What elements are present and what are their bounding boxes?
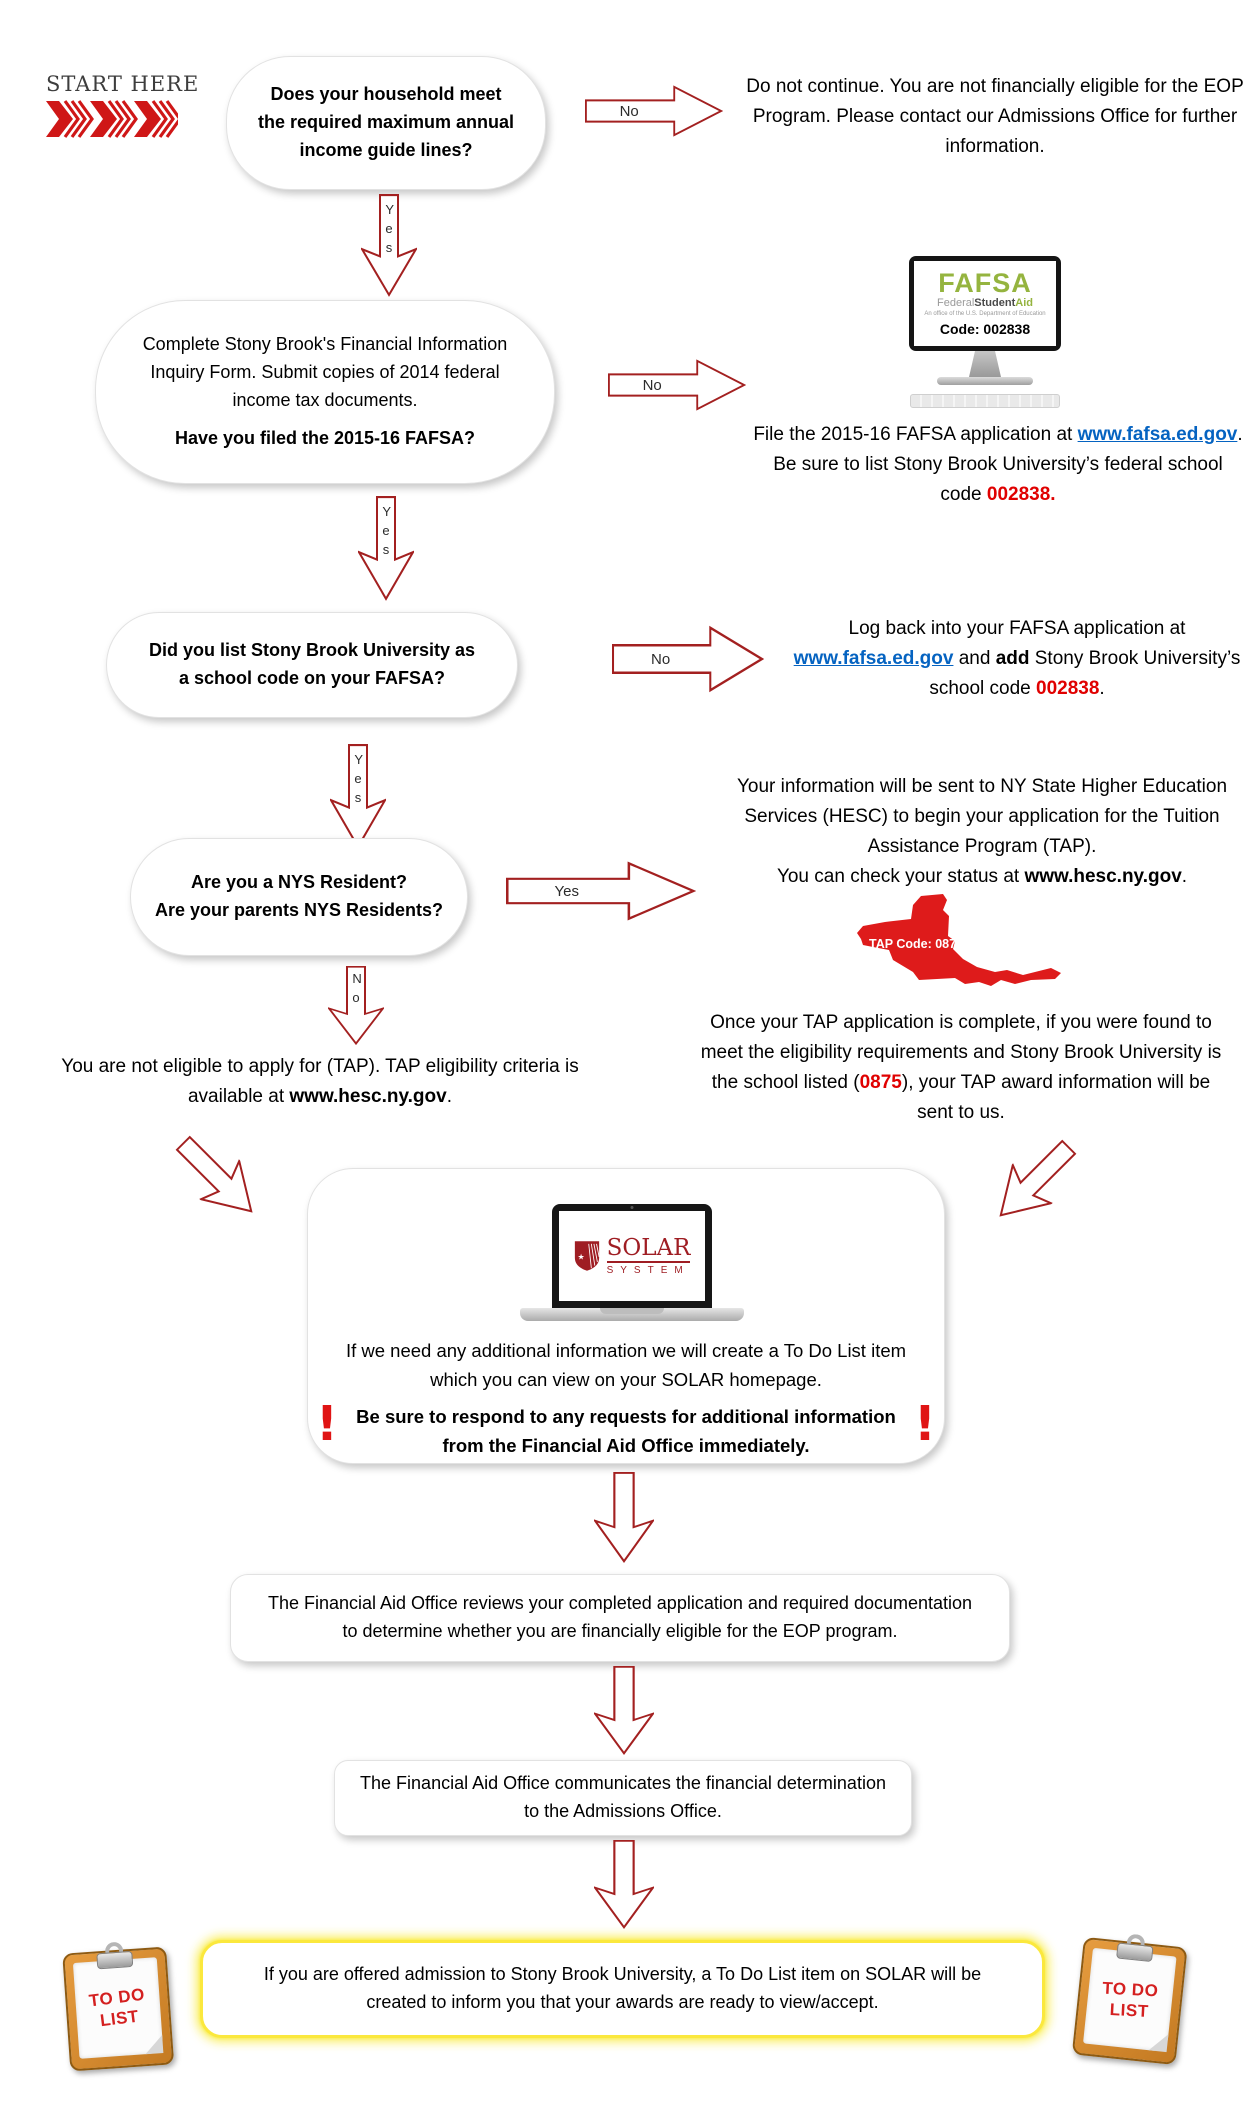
review-box [230,1574,1010,1662]
question-fafsa-filed: Have you filed the 2015-16 FAFSA? [174,427,476,448]
logback-p3: Stony Brook University’s school code [929,648,1241,700]
result-not-eligible-text [745,72,1245,162]
clipboard-text: TO DO LIST [1101,1978,1159,2021]
arrow-no-fafsa-label: No [642,376,662,394]
sbu-shield-icon [574,1240,600,1272]
clipboard-text: TO DO LIST [87,1984,146,2031]
hesc-p1: Your information will be sent to NY State Higher Education Services (HESC) to begin your application for the Tuition Assistance Program (TAP). [736,776,1228,858]
solar-warning-text: Be sure to respond to any requests for additional information from the Financial Aid Office immediately. [356,1406,896,1457]
arrow-diagonal-right [979,1127,1089,1237]
monitor-bezel [909,256,1061,351]
arrow-no-fafsa [608,358,746,412]
laptop-screen [559,1211,705,1301]
result-not-eligible-span: Do not continue. You are not financially eligible for the EOP Program. Please contact our Admissions Office for further information. [746,76,1244,158]
arrow-yes-fafsa [358,496,414,602]
exclamation-icon-right: ! [914,1396,936,1452]
decision-nys-line1: Are you a NYS Resident? [190,872,408,893]
webcam-dot [631,1206,634,1209]
start-chevrons-icon [46,100,178,138]
logback-add-bold: add [995,648,1030,670]
clipboard-clip [96,1951,133,1969]
fafsa-link-2[interactable]: www.fafsa.ed.gov [793,648,954,670]
fafsa-code-red: 002838. [986,484,1056,506]
decision-school-code-box [106,612,518,718]
arrow-no-income-label: No [619,102,639,120]
solar-logo-top: SOLAR [607,1236,691,1263]
laptop-base [520,1308,744,1321]
federal-student-aid-text: FederalStudentAid [937,297,1033,310]
arrow-yes-nys [506,860,696,922]
laptop-notch [600,1308,664,1314]
fsa-office-text: An office of the U.S. Department of Education [924,310,1046,317]
fafsa-link[interactable]: www.fafsa.ed.gov [1077,424,1238,445]
arrow-no-nys [328,966,384,1046]
logback-p1: Log back into your FAFSA application at [848,618,1186,639]
hesc-info-text [718,772,1246,892]
tap-award-text [700,1008,1222,1128]
arrow-no-school-code-label: No [651,650,671,668]
file-fafsa-p2: . Be sure to list Stony Brook University’s federal school code [773,424,1243,506]
solar-todo-text: If we need any additional information we will create a To Do List item which you can view on your SOLAR homepage. [345,1340,907,1391]
decision-income-text: Does your household meet the required maximum annual income guide lines? [257,84,515,160]
keyboard-icon [910,394,1060,408]
monitor-screen [914,261,1056,346]
todo-clipboard-icon-left [62,1941,174,2072]
hesc-p2: You can check your status at www.hesc.ny.gov. [776,866,1188,888]
arrow-diagonal-left [163,1123,273,1233]
logback-code-red: 002838 [1036,678,1100,700]
tap-not-eligible-p1: You are not eligible to apply for (TAP). TAP eligibility criteria is available at [61,1056,579,1108]
start-here [46,72,200,143]
logback-p2: and [953,648,996,670]
decision-nys-resident-box [130,838,468,956]
solar-logo-bottom: SYSTEM [606,1265,690,1277]
arrow-yes-fafsa-label: Yes [382,504,392,557]
decision-nys-line2: Are your parents NYS Residents? [154,900,444,920]
todo-clipboard-icon-right [1072,1931,1188,2065]
file-fafsa-text [752,420,1244,510]
fafsa-monitor-icon [905,256,1065,411]
arrow-yes-nys-label: Yes [554,882,580,900]
hesc-link-bold-2[interactable]: www.hesc.ny.gov [289,1086,447,1108]
final-offer-box [200,1940,1045,2038]
monitor-base [937,377,1033,385]
svg-text:★: ★ [577,1252,585,1262]
arrow-down-final [594,1840,654,1930]
logback-p4: . [1099,678,1105,700]
fafsa-school-code-text: Code: 002838 [939,320,1031,337]
tap-not-eligible-text [40,1052,600,1112]
exclamation-icon-left: ! [316,1396,338,1452]
clipboard-curl [1149,2032,1169,2052]
logback-text [788,614,1246,704]
tap-not-eligible-p2: . [446,1086,452,1108]
hesc-link-bold[interactable]: www.hesc.ny.gov [1024,866,1182,888]
tap-award-p2: ), your TAP award information will be sent to us. [901,1072,1211,1124]
solar-logo [574,1236,691,1276]
step-inquiry-form-text: Complete Stony Brook's Financial Information Inquiry Form. Submit copies of 2014 federal income tax documents. [142,334,508,410]
tap-award-p1: Once your TAP application is complete, if you were found to meet the eligibility requirements and Stony Brook University is the school listed ( [700,1012,1222,1094]
start-here-label: START HERE [46,72,200,96]
arrow-down-review [594,1472,654,1564]
file-fafsa-p1: File the 2015-16 FAFSA application at [753,424,1078,445]
arrow-yes-school-code-label: Yes [354,752,364,805]
monitor-stand [960,351,1010,377]
decision-school-code-text: Did you list Stony Brook University as a school code on your FAFSA? [148,640,476,688]
arrow-yes-income-label: Yes [385,202,395,255]
fafsa-brand-text: FAFSA [938,268,1032,299]
step-inquiry-form-box [95,300,555,484]
communicate-box [334,1760,912,1836]
clipboard-curl [144,2035,163,2054]
tap-code-label: TAP Code: 0875 [869,937,964,951]
arrow-yes-school-code [330,744,386,850]
arrow-no-nys-label: No [352,971,362,1005]
communicate-text: The Financial Aid Office communicates the financial determination to the Admissions Office. [360,1773,886,1821]
solar-laptop-icon [552,1204,712,1308]
arrow-no-school-code [612,624,764,694]
review-text: The Financial Aid Office reviews your completed application and required documentation to determine whether you are financially eligible for the EOP program. [267,1593,973,1641]
tap-code-red: 0875 [859,1072,902,1094]
final-offer-text: If you are offered admission to Stony Brook University, a To Do List item on SOLAR will be created to inform you that your awards are ready to view/accept. [263,1964,982,2012]
ny-state-map-icon [855,892,1065,992]
arrow-down-communicate [594,1666,654,1756]
arrow-no-income [585,84,723,138]
arrow-yes-income [361,194,417,298]
decision-income-box [226,56,546,190]
